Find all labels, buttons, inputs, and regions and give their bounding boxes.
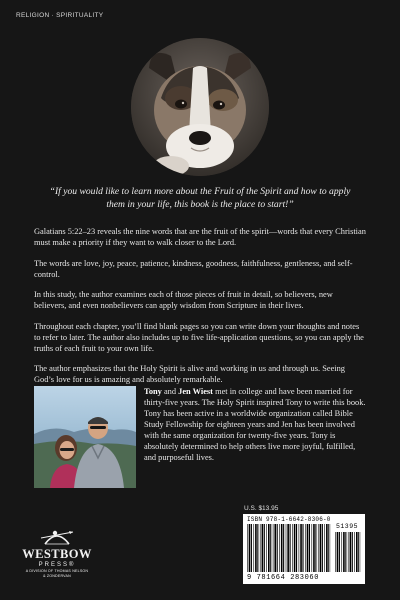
barcode-bar (281, 524, 283, 572)
author-bio (144, 386, 366, 463)
barcode-bar (312, 524, 313, 572)
barcode-bar (266, 524, 267, 572)
barcode-bar (290, 524, 291, 572)
dog-photo-image (131, 38, 269, 176)
barcode-bar (339, 532, 340, 572)
publisher-press: PRESS® (38, 562, 76, 568)
barcode-bar (283, 524, 284, 572)
barcode-bar (348, 532, 349, 572)
barcode-bar (292, 524, 293, 572)
barcode-bar (352, 532, 353, 572)
barcode-addon-bars (335, 532, 361, 572)
barcode-bar (273, 524, 274, 572)
barcode-bar (307, 524, 309, 572)
publisher-tagline-1: A DIVISION OF THOMAS NELSON (25, 569, 89, 573)
barcode-bar (305, 524, 306, 572)
barcode-bar (274, 524, 276, 572)
barcode-bar (320, 524, 322, 572)
barcode-bar (350, 532, 352, 572)
barcode-bar (277, 524, 278, 572)
paragraph: Galatians 5:22–23 reveals the nine words that are the fruit of the spirit—words that every Christian must make a priority if they want to walk closer to the Lord. (34, 227, 366, 247)
barcode-bar (302, 524, 303, 572)
author-photo (34, 386, 136, 488)
barcode-bar (318, 524, 319, 572)
barcode-bar (326, 524, 328, 572)
publisher-tagline-2: & ZONDERVAN (43, 574, 71, 578)
barcode-bar (299, 524, 300, 572)
barcode-bar (335, 532, 336, 572)
publisher-name: WESTBOW (22, 547, 92, 561)
barcode-bar (343, 532, 345, 572)
barcode-bar (270, 524, 271, 572)
author-name-1: Tony (144, 387, 162, 396)
barcode-bar (253, 524, 254, 572)
barcode-bar (268, 524, 270, 572)
author-bio-text: met in college and have been married for thirty-five years. The Holy Spirit inspired Tony to write this book. Tony has been active in a worldwide organization called Bible Study Fellowship for eighteen years and Jen has been involved with the same organization for twenty-five years. Tony is absolutely determined to help others live more joyful, fulfilled, and purposeful lives. (144, 387, 366, 462)
publisher-logo (20, 526, 94, 579)
barcode-bar (322, 524, 323, 572)
category-label: RELIGION · SPIRITUALITY (16, 12, 104, 19)
barcode-bar (279, 524, 280, 572)
barcode-bar (358, 532, 359, 572)
barcode-bar (324, 524, 325, 572)
barcode-bar (341, 532, 342, 572)
barcode-bar (345, 532, 346, 572)
paragraph: Throughout each chapter, you’ll find blank pages so you can write down your thoughts and notes to refer to later. The author also includes up to five life-application questions, so you can apply the truths of each fruit to your own life. (34, 321, 364, 353)
endorsement-quote: “If you would like to learn more about the Fruit of the Spirit and how to apply them in your life, this book is the place to start!” (49, 186, 351, 210)
barcode-bar (300, 524, 302, 572)
author-name-2: Jen Wiest (178, 387, 213, 396)
barcode-bar (260, 524, 261, 572)
barcode-bar (251, 524, 252, 572)
barcode-bar (309, 524, 310, 572)
author-conjunction: and (161, 387, 179, 396)
barcode-bar (286, 524, 287, 572)
barcode-bar (328, 524, 329, 572)
isbn-text: ISBN 978-1-6642-8306-0 (247, 516, 331, 523)
barcode-bar (264, 524, 265, 572)
barcode-bar (337, 532, 339, 572)
barcode-bars (247, 524, 331, 572)
price-label: U.S. $13.95 (244, 505, 279, 512)
archer-icon (37, 526, 77, 548)
barcode-bar (356, 532, 358, 572)
paragraph: The author emphasizes that the Holy Spirit is alive and working in us and through us. Seeing God’s love for us is amazing and absolutely remarkable. (34, 364, 345, 384)
barcode-bar (255, 524, 257, 572)
author-photo-image (34, 386, 136, 488)
barcode-digits: 9 781664 283060 (247, 574, 320, 582)
barcode-bar (247, 524, 248, 572)
description-body (34, 226, 366, 395)
barcode-bar (354, 532, 355, 572)
paragraph: In this study, the author examines each of those pieces of fruit in detail, so believers, new believers, and even nonbelievers can apply wisdom from Scripture in their lives. (34, 290, 333, 310)
barcode-bar (313, 524, 315, 572)
barcode (243, 514, 365, 584)
barcode-bar (315, 524, 316, 572)
barcode-bar (249, 524, 251, 572)
barcode-bar (294, 524, 296, 572)
barcode-addon-number: 51395 (336, 523, 359, 530)
barcode-bar (287, 524, 289, 572)
barcode-bar (257, 524, 258, 572)
barcode-bar (296, 524, 297, 572)
paragraph: The words are love, joy, peace, patience, kindness, goodness, faithfulness, gentleness, and self-control. (34, 258, 353, 279)
barcode-bar (262, 524, 264, 572)
dog-photo (131, 38, 269, 176)
